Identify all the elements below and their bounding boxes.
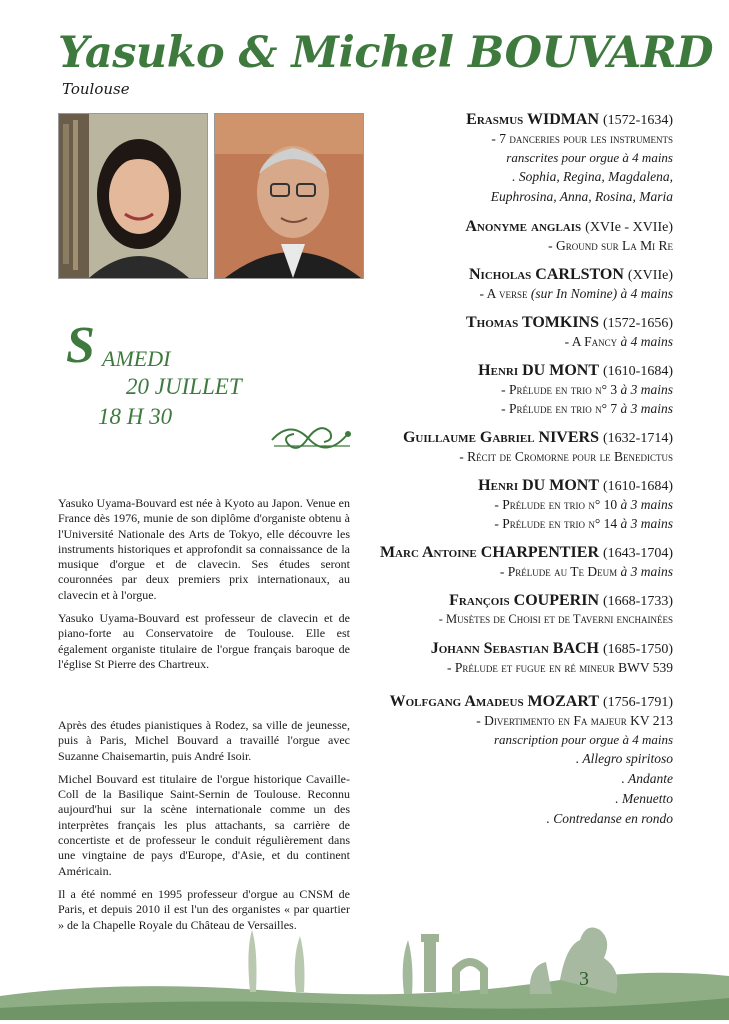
bio-paragraph: Yasuko Uyama-Bouvard est professeur de clavecin et de piano-forte au Conservatoire de Toulouse. Elle est également organiste titulaire de l'orgue français baroque de l'église St Pierre des Chartreux. [58, 611, 350, 671]
work-note: ranscription pour orgue à 4 mains [494, 732, 673, 747]
city-label: Toulouse [62, 80, 130, 98]
bio-paragraph: Michel Bouvard est titulaire de l'orgue historique Cavaille-Coll de la Basilique Saint-Sernin de Toulouse. Reconnu aujourd'hui sur la scène internationale comme un des interprètes français les plus attachants, sa carrière de concertiste et de professeur le conduit régulièrement dans une vingtaine de pays d'Europe, d'Asie, et du continent Américain. [58, 771, 350, 878]
composer-carlston: Nicholas CARLSTON (XVIIe) [468, 266, 673, 283]
composer-mozart: Wolfgang Amadeus MOZART (1756-1791) [389, 693, 673, 710]
work-item: - A Fancy à 4 mains [564, 334, 673, 349]
concert-program [343, 111, 673, 829]
bio-paragraph: Après des études pianistiques à Rodez, sa ville de jeunesse, puis à Paris, Michel Bouvard a travaillé l'orgue avec Suzanne Chaisemartin, puis André Isoir. [58, 718, 350, 763]
work-item: - A verse (sur In Nomine) à 4 mains [479, 286, 673, 301]
date-time: 18 H 30 [98, 404, 173, 429]
movement: . Contredanse en rondo [546, 811, 673, 826]
work-item: - Prélude en trio n° 3 à 3 mains [501, 382, 673, 397]
work-item: - Prélude au Te Deum à 3 mains [499, 564, 673, 579]
composer-bach: Johann Sebastian BACH (1685-1750) [430, 640, 673, 657]
michel-portrait [214, 113, 364, 279]
composer-dumont: Henri DU MONT (1610-1684) [478, 362, 673, 379]
page-title: Yasuko & Michel BOUVARD [58, 28, 713, 78]
work-item: - Prélude en trio n° 10 à 3 mains [494, 497, 673, 512]
composer-charpentier: Marc Antoine CHARPENTIER (1643-1704) [379, 544, 673, 561]
work-item: - Récit de Cromorne pour le Benedictus [459, 449, 673, 464]
flourish-ornament-icon [268, 414, 354, 466]
work-item: - Musètes de Choisi et de Taverni enchainées [438, 612, 673, 626]
movement: . Allegro spiritoso [575, 751, 673, 766]
work-item: - 7 danceries pour les instruments [491, 131, 673, 146]
page-number: 3 [579, 968, 589, 990]
date-initial: S [66, 317, 95, 374]
work-item: - Prélude en trio n° 7 à 3 mains [501, 401, 673, 416]
work-item: - Divertimento en Fa majeur KV 213 [476, 713, 673, 728]
work-item: - Ground sur La Mi Re [548, 238, 673, 253]
composer-couperin: François COUPERIN (1668-1733) [449, 592, 673, 609]
composer-widman: Erasmus WIDMAN (1572-1634) [466, 111, 673, 128]
date-day-month: 20 JUILLET [126, 374, 242, 399]
composer-anonyme: Anonyme anglais (XVIe - XVIIe) [465, 218, 673, 235]
work-note: ranscrites pour orgue à 4 mains [506, 150, 673, 165]
work-detail: . Sophia, Regina, Magdalena, [512, 169, 673, 184]
work-detail: Euphrosina, Anna, Rosina, Maria [490, 189, 673, 204]
composer-dumont: Henri DU MONT (1610-1684) [478, 477, 673, 494]
bio-paragraph: Il a été nommé en 1995 professeur d'orgue au CNSM de Paris, et depuis 2010 il est l'un des organistes « par quartier » de la Chapelle Royale du Château de Versailles. [58, 886, 350, 932]
landscape-footer [0, 910, 729, 1020]
work-item: - Prélude et fugue en ré mineur BWV 539 [447, 660, 673, 675]
biography-michel [58, 718, 350, 933]
work-item: - Prélude en trio n° 14 à 3 mains [494, 516, 673, 531]
date-day: AMEDI [102, 346, 171, 371]
biography-yasuko [58, 496, 350, 672]
yasuko-portrait [58, 113, 208, 279]
bio-paragraph: Yasuko Uyama-Bouvard est née à Kyoto au Japon. Venue en France dès 1976, munie de son diplôme d'organiste obtenu à l'Université Nationale des Arts de Tokyo, elle découvre les instruments historiques et approfondit sa connaissance de la musique d'orgue et de clavecin. Ses études seront couronnées par deux premiers prix internationaux, au clavecin et à l'orgue. [58, 496, 350, 602]
composer-tomkins: Thomas TOMKINS (1572-1656) [466, 314, 673, 331]
movement: . Menuetto [615, 791, 673, 806]
composer-nivers: Guillaume Gabriel NIVERS (1632-1714) [402, 429, 673, 446]
movement: . Andante [621, 771, 673, 786]
